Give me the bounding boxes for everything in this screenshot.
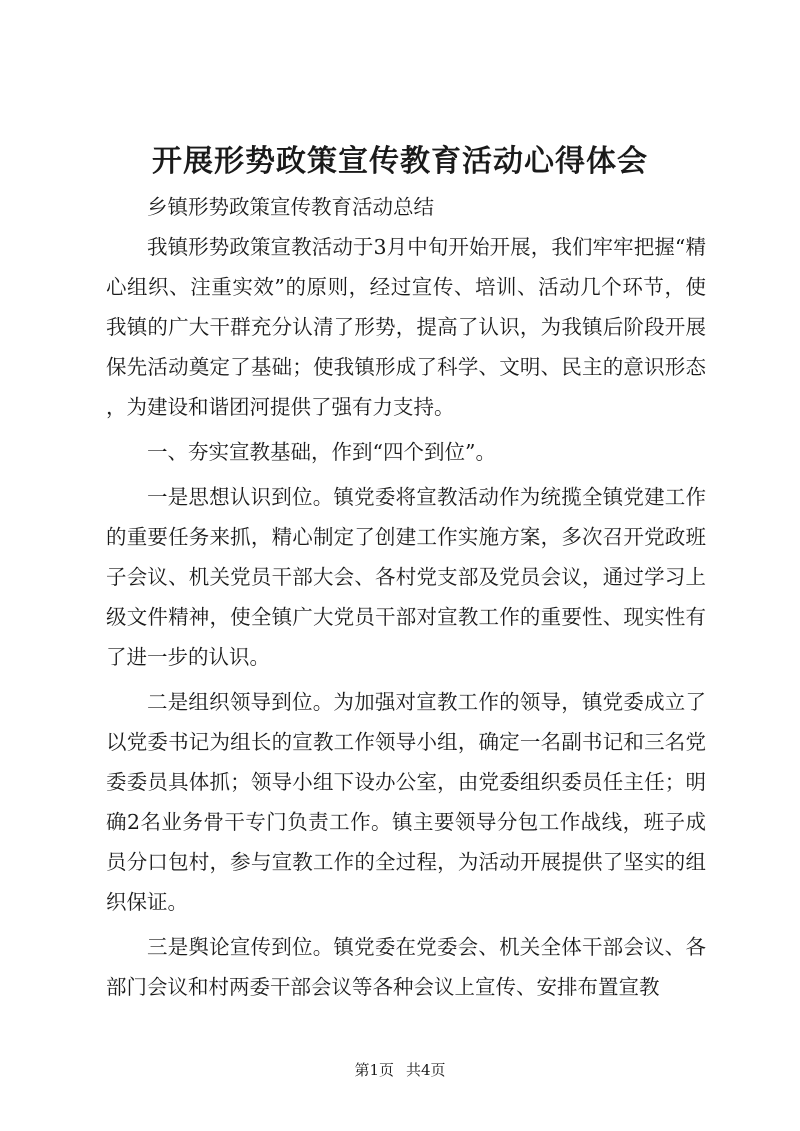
page-total: 共4页: [406, 1061, 446, 1079]
paragraph-point-two: 二是组织领导到位。为加强对宣教工作的领导，镇党委成立了以党委书记为组长的宣教工作领导小组，确定一名副书记和三名党委委员具体抓；领导小组下设办公室，由党委组织委员任主任；明确2名业务骨干专门负责工作。镇主要领导分包工作战线，班子成员分口包村，参与宣教工作的全过程，为活动开展提供了坚实的组织保证。: [106, 690, 706, 914]
paragraph-point-three: 三是舆论宣传到位。镇党委在党委会、机关全体干部会议、各部门会议和村两委干部会议等各种会议上宣传、安排布置宣教: [106, 935, 706, 999]
paragraph-subtitle: 乡镇形势政策宣传教育活动总结: [147, 195, 434, 219]
paragraph-point-one: 一是思想认识到位。镇党委将宣教活动作为统揽全镇党建工作的重要任务来抓，精心制定了创建工作实施方案，多次召开党政班子会议、机关党员干部大会、各村党支部及党员会议，通过学习上级文件精神，使全镇广大党员干部对宣教工作的重要性、现实性有了进一步的认识。: [106, 485, 706, 669]
document-body: [106, 187, 706, 1012]
page-number: 第1页: [354, 1061, 394, 1079]
page-footer: [0, 1060, 800, 1080]
document-title: 开展形势政策宣传教育活动心得体会: [152, 144, 648, 179]
paragraph-intro: 我镇形势政策宣教活动于3月中旬开始开展，我们牢牢把握“精心组织、注重实效”的原则，经过宣传、培训、活动几个环节，使我镇的广大干群充分认清了形势，提高了认识，为我镇后阶段开展保先活动奠定了基础；使我镇形成了科学、文明、民主的意识形态，为建设和谐团河提供了强有力支持。: [106, 235, 706, 419]
paragraph-section-heading: 一、夯实宣教基础，作到“四个到位”。: [147, 440, 496, 464]
